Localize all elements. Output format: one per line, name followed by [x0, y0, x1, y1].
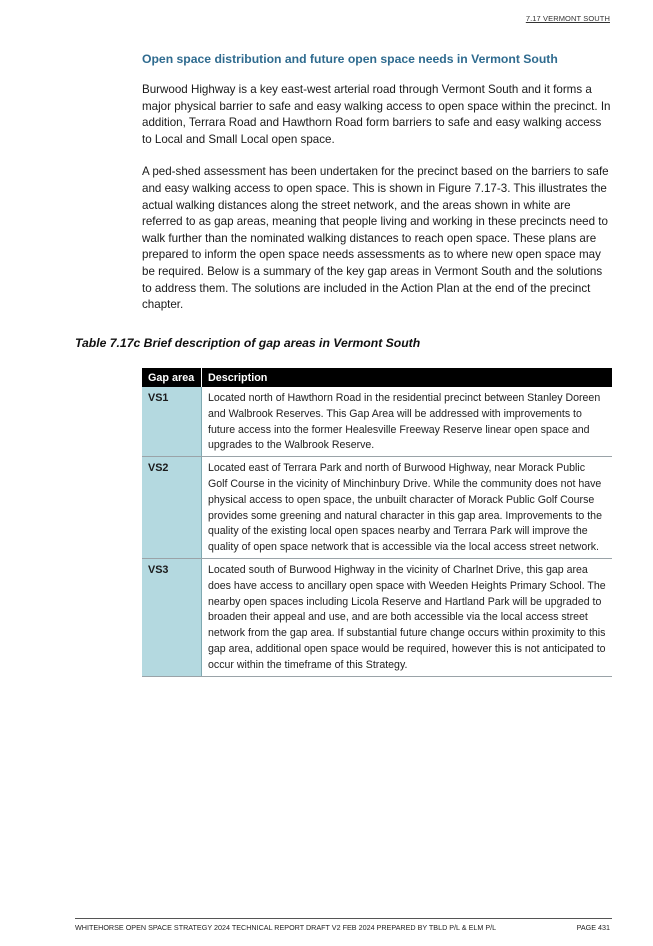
gap-area-description: Located south of Burwood Highway in the vicinity of Charlnet Drive, this gap area does have access to ancillary open space with Weeden Heights Primary School. The nearby open spaces including Licola Reserve and Hartland Park will be upgraded to broaden their appeal and use, and are both accessible via the local access street network from the gap area. If substantial future change occurs within proximity to this gap area, additional open space would be required, however this is not anticipated to occur within the timeframe of this Strategy.	[202, 558, 613, 676]
section-heading: Open space distribution and future open space needs in Vermont South	[142, 52, 558, 66]
table-row	[142, 457, 612, 559]
gap-area-description: Located east of Terrara Park and north of Burwood Highway, near Morack Public Golf Course in the vicinity of Minchinbury Drive. While the community does not have physical access to open space, the unbuilt character of Morack Public Golf Course provides some greening and natural character in this gap area. Improvements to the quality of the existing local open spaces nearby and Terrara Park will improve the quality of open space network that is accessible via the local access street network.	[202, 457, 613, 559]
gap-areas-table	[142, 368, 612, 677]
paragraph-burwood-highway: Burwood Highway is a key east-west arterial road through Vermont South and it forms a major physical barrier to safe and easy walking access to open space within the precinct. In addition, Terrara Road and Hawthorn Road form barriers to safe and easy walking access to Local and Small Local open space.	[142, 83, 611, 146]
table-row	[142, 558, 612, 676]
gap-area-code: VS3	[142, 558, 202, 676]
table-caption: Table 7.17c Brief description of gap areas in Vermont South	[75, 336, 421, 350]
column-header-gap-area: Gap area	[142, 368, 202, 387]
gap-area-code: VS2	[142, 457, 202, 559]
main-content	[142, 52, 614, 330]
table-header-row	[142, 368, 612, 387]
column-header-description: Description	[202, 368, 613, 387]
footer-divider	[75, 918, 612, 919]
gap-area-code: VS1	[142, 387, 202, 457]
table-row	[142, 387, 612, 457]
page-number: PAGE 431	[576, 923, 610, 932]
gap-area-description: Located north of Hawthorn Road in the residential precinct between Stanley Doreen and Walbrook Reserves. This Gap Area will be addressed with improvements to future access into the former Healesville Freeway Reserve linear open space and upgrades to the Walbrook Reserve.	[202, 387, 613, 457]
section-reference: 7.17 VERMONT SOUTH	[525, 14, 610, 23]
paragraph-ped-shed-assessment: A ped-shed assessment has been undertaken for the precinct based on the barriers to safe and easy walking access to open space. This is shown in Figure 7.17-3. This illustrates the actual walking distances along the street network, and the areas shown in white are referred to as gap areas, meaning that people living and working in these precincts need to walk further than the nominated walking distances to reach open space. These plans are prepared to inform the open space needs assessments as to where new open space may be required. Below is a summary of the key gap areas in Vermont South and the solutions to address them. The solutions are included in the Action Plan at the end of the precinct chapter.	[142, 165, 609, 312]
footer-document-info: WHITEHORSE OPEN SPACE STRATEGY 2024 TECHNICAL REPORT DRAFT V2 FEB 2024 PREPARED BY TBLD P/L & ELM P/L	[75, 923, 497, 932]
